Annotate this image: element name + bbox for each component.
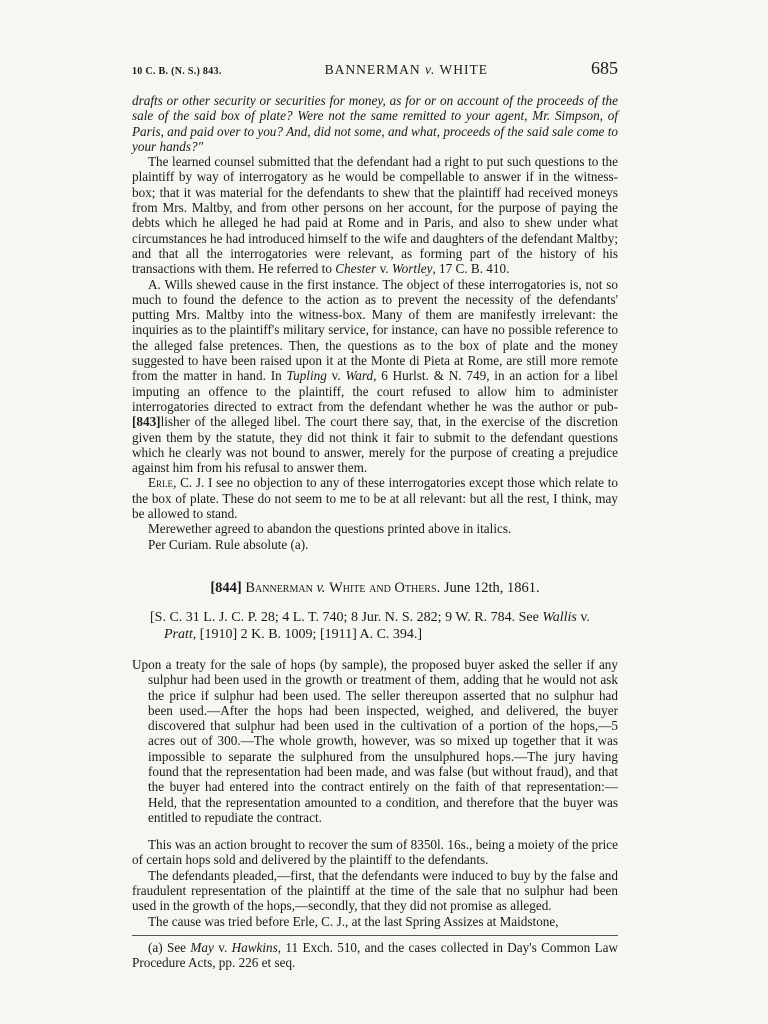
- page-number: 685: [591, 58, 618, 78]
- page-marker-844: [844]: [210, 579, 242, 596]
- header-citation: 10 C. B. (N. S.) 843.: [132, 66, 222, 77]
- footnote: (a) See May v. Hawkins, 11 Exch. 510, and the cases collected in Day's Common Law Procedure Acts, pp. 226 et seq.: [132, 939, 619, 971]
- pleading-paragraph: The defendants pleaded,—first, that the defendants were induced to buy by the false and fraudulent representation of the plaintiff at the time of the sale that no sulphur had been used in the growth of the hops,—secondly, that they did not promise as alleged.: [132, 867, 618, 914]
- footnote-divider: [132, 935, 618, 936]
- headnote: Upon a treaty for the sale of hops (by sample), the proposed buyer asked the seller if any sulphur had been used in the growth or treatment of them, adding that he would not ask the price if sulphur had been used. The seller thereupon asserted that no sulphur had been used.—After the hops had been inspected, weighed, and delivered, the buyer discovered that sulphur had been used in the cultivation of a portion of the hops,—5 acres out of 300.—The whole growth, however, was so mixed up together that it was impossible to separate the sulphured from the unsulphured hops.—The jury having found that the representation had been made, and was false (but without fraud), and that the buyer had entered into the contract entirely on the faith of that representation:—Held, that the representation amounted to a condition, and therefore that the buyer was entitled to repudiate the contract.: [132, 656, 618, 825]
- case-citation: [S. C. 31 L. J. C. P. 28; 4 L. T. 740; 8 Jur. N. S. 282; 9 W. R. 784. See Wallis v. Pratt, [1910] 2 K. B. 1009; [1911] A. C. 394.]: [150, 609, 590, 642]
- trial-paragraph: The cause was tried before Erle, C. J., at the last Spring Assizes at Maidstone,: [148, 913, 559, 929]
- header-title: [325, 62, 488, 78]
- header-versus: v.: [425, 62, 436, 77]
- erle-judgment-paragraph: Erle, C. J. I see no objection to any of these interrogatories except those which relate to the box of plate. These do not seem to me to be at all relevant: but all the rest, I think, may be allowed to stand.: [132, 475, 618, 522]
- running-header: [132, 58, 618, 79]
- counsel-paragraph: The learned counsel submitted that the defendant had a right to put such questions to the plaintiff by way of interrogatory as he would be compellable to answer if in the witness-box; that it was material for the defendants to shew that the plaintiff had received moneys from Mrs. Maltby, and from other persons on her account, for the purpose of paying the debts which he alleged he had paid at Rome and in Paris, and also to shew under what circumstances he had introduced himself to the wife and daughters of the defendant Maltby; and that all the interrogatories were relevant, as forming part of the history of his transactions with them. He referred to Chester v. Wortley, 17 C. B. 410.: [132, 154, 618, 277]
- per-curiam-paragraph: Per Curiam. Rule absolute (a).: [148, 536, 309, 552]
- interrogatory-continuation: drafts or other security or securities for money, as for or on account of the proceeds of the sale of the said box of plate? Were not the same remitted to your agent, Mr. Simpson, of Paris, and paid over to you? And, did not some, and what, proceeds of the said sale come to your hands?": [132, 93, 618, 154]
- case-title: [844] Bannerman v. White and Others. June 12th, 1861.: [210, 579, 540, 596]
- wills-argument-paragraph: A. Wills shewed cause in the first instance. The object of these interrogatories is, not so much to found the defence to the action as to prevent the necessity of the defendants' putting Mrs. Maltby into the witness-box. Many of them are manifestly irrelevant: the inquiries as to the plaintiff's military service, for instance, can have no possible reference to the alleged false pretences. Then, the questions as to the box of plate and the money suggested to have been raised upon it at the Monte di Pieta at Rome, are still more remote from the matter in hand. In Tupling v. Ward, 6 Hurlst. & N. 749, in an action for a libel imputing an offence to the plaintiff, the court refused to allow him to administer interrogatories directed to extract from the defendant whether he was the author or pub-[843]lisher of the alleged libel. The court there say, that, in the exercise of the discretion given them by the statute, they did not think it fair to submit to the defendant questions which he clearly was not bound to answer, merely for the purpose of creating a prejudice against him from his refusal to answer them.: [132, 276, 618, 476]
- header-party-b: WHITE: [439, 62, 489, 77]
- page-marker-843: [843]: [132, 414, 161, 430]
- action-paragraph: This was an action brought to recover the sum of 8350l. 16s., being a moiety of the price of certain hops sold and delivered by the plaintiff to the defendants.: [132, 837, 618, 868]
- merewether-paragraph: Merewether agreed to abandon the questions printed above in italics.: [148, 521, 512, 537]
- header-party-a: BANNERMAN: [324, 62, 421, 77]
